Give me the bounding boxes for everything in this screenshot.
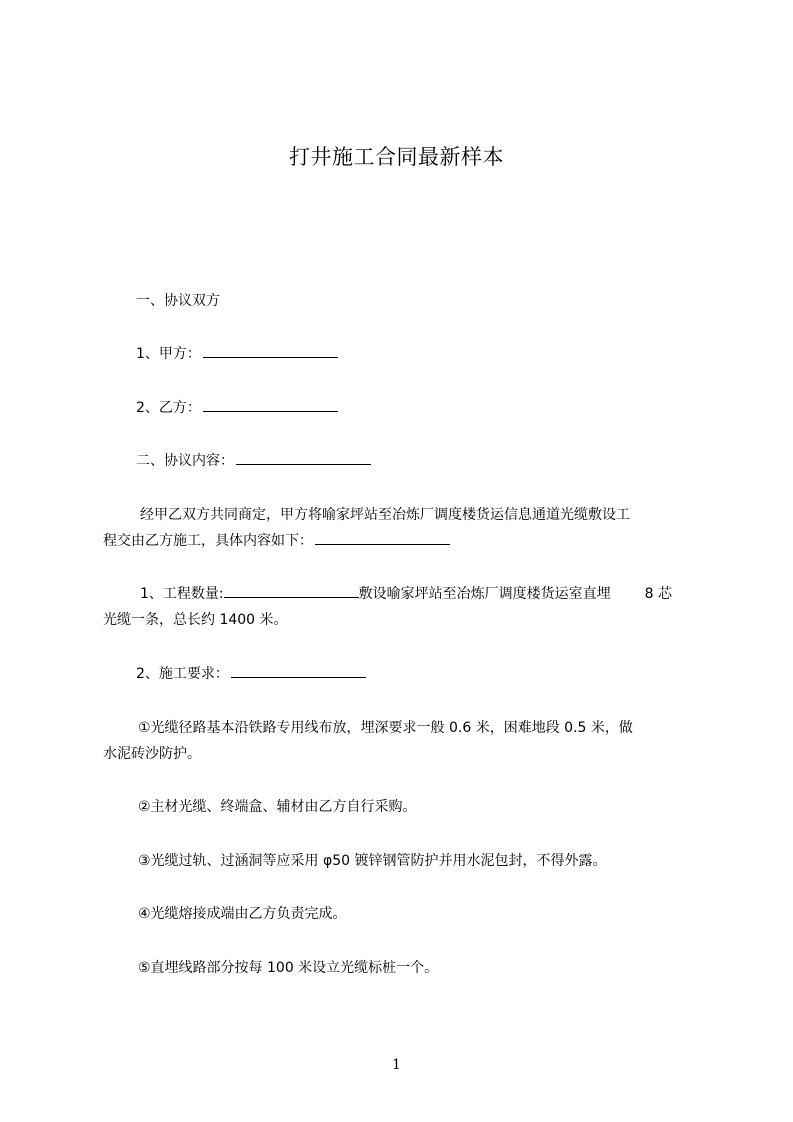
section2-heading-line [136, 448, 371, 474]
party-b-blank [203, 396, 338, 412]
item1-line-2: 光缆一条，总长约 1400 米。 [103, 612, 288, 628]
party-b-label: 2、乙方： [136, 400, 201, 416]
requirement-1-line-2: 水泥砖沙防护。 [103, 746, 201, 762]
item1-count: 8 芯 [644, 586, 672, 602]
section1-heading: 一、协议双方 [136, 293, 220, 309]
intro-line-2-text: 程交由乙方施工，具体内容如下： [103, 533, 313, 549]
item1-blank [224, 582, 359, 598]
requirement-5: ⑤直埋线路部分按每 100 米设立光缆标桩一个。 [138, 960, 439, 976]
page-number: 1 [392, 1057, 401, 1073]
section2-heading: 二、协议内容： [136, 453, 234, 469]
party-a-label: 1、甲方： [136, 346, 201, 362]
requirement-4: ④光缆熔接成端由乙方负责完成。 [138, 906, 347, 922]
item1-text: 敷设喻家坪站至冶炼厂调度楼货运室直埋 [358, 586, 611, 602]
party-a-line [136, 341, 338, 367]
party-b-line [136, 395, 338, 421]
item2-label: 2、施工要求： [136, 666, 229, 682]
requirement-3: ③光缆过轨、过涵洞等应采用 φ50 镀锌钢管防护并用水泥包封，不得外露。 [138, 853, 607, 869]
document-title: 打井施工合同最新样本 [289, 145, 504, 169]
section2-blank [236, 449, 371, 465]
intro-line-1: 经甲乙双方共同商定，甲方将喻家坪站至冶炼厂调度楼货运信息通道光缆敷设工 [140, 507, 630, 523]
item1-line-1 [140, 581, 672, 607]
intro-blank [315, 529, 450, 545]
item2-line [136, 661, 366, 687]
intro-line-2 [103, 528, 450, 554]
item1-label: 1、工程数量: [140, 586, 224, 602]
item2-blank [231, 662, 366, 678]
requirement-2: ②主材光缆、终端盒、辅材由乙方自行采购。 [138, 799, 417, 815]
requirement-1-line-1: ①光缆径路基本沿铁路专用线布放，埋深要求一般 0.6 米，困难地段 0.5 米，做 [138, 720, 633, 736]
party-a-blank [203, 342, 338, 358]
